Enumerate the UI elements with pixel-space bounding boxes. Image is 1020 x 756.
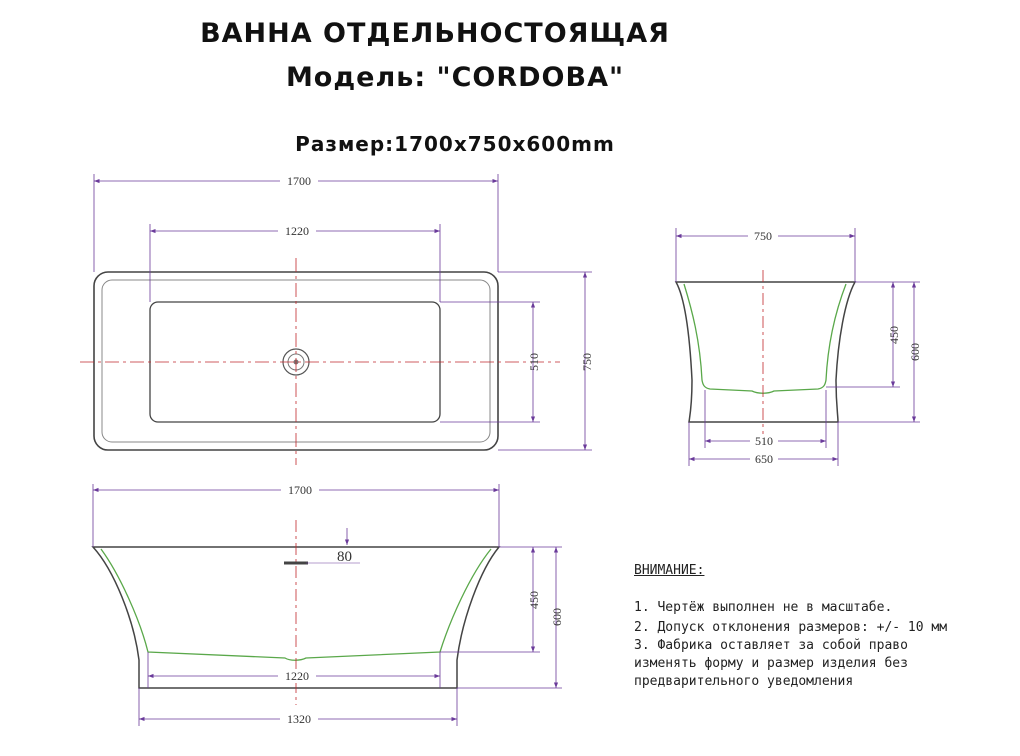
note-line: 1. Чертёж выполнен не в масштабе. xyxy=(634,600,893,615)
dim-side-height-inner: 450 xyxy=(887,326,901,344)
note-line: предварительного уведомления xyxy=(634,674,854,689)
dim-front-length: 1700 xyxy=(288,483,312,497)
dim-side-height: 600 xyxy=(908,343,922,361)
dim-side-bottom: 650 xyxy=(755,452,773,466)
dim-front-height-inner: 450 xyxy=(527,591,541,609)
dim-top-length: 1700 xyxy=(287,174,311,188)
dim-top-inner-width: 510 xyxy=(527,353,541,371)
dim-side-width: 750 xyxy=(754,229,772,243)
dim-front-bottom-inner: 1220 xyxy=(285,669,309,683)
notes-heading: ВНИМАНИЕ: xyxy=(634,563,705,578)
note-line: 2. Допуск отклонения размеров: +/- 10 мм xyxy=(634,620,948,635)
dim-side-bottom-inner: 510 xyxy=(755,434,773,448)
dim-front-bottom: 1320 xyxy=(287,712,311,726)
note-line: изменять форму и размер изделия без xyxy=(634,656,908,671)
dim-top-width: 750 xyxy=(580,353,594,371)
side-view xyxy=(676,228,922,466)
note-line: 3. Фабрика оставляет за собой право xyxy=(634,638,908,653)
top-view xyxy=(80,174,594,465)
dim-front-height: 600 xyxy=(550,608,564,626)
front-view xyxy=(93,483,564,726)
size-label: Размер:1700x750x600mm xyxy=(295,132,615,156)
side-inner-profile xyxy=(684,284,846,393)
dim-front-drain-offset: 80 xyxy=(337,549,352,565)
dim-top-inner-length: 1220 xyxy=(285,224,309,238)
model-name: Модель: "CORDOBA" xyxy=(285,62,625,93)
drawing-title: ВАННА ОТДЕЛЬНОСТОЯЩАЯ xyxy=(200,18,670,49)
